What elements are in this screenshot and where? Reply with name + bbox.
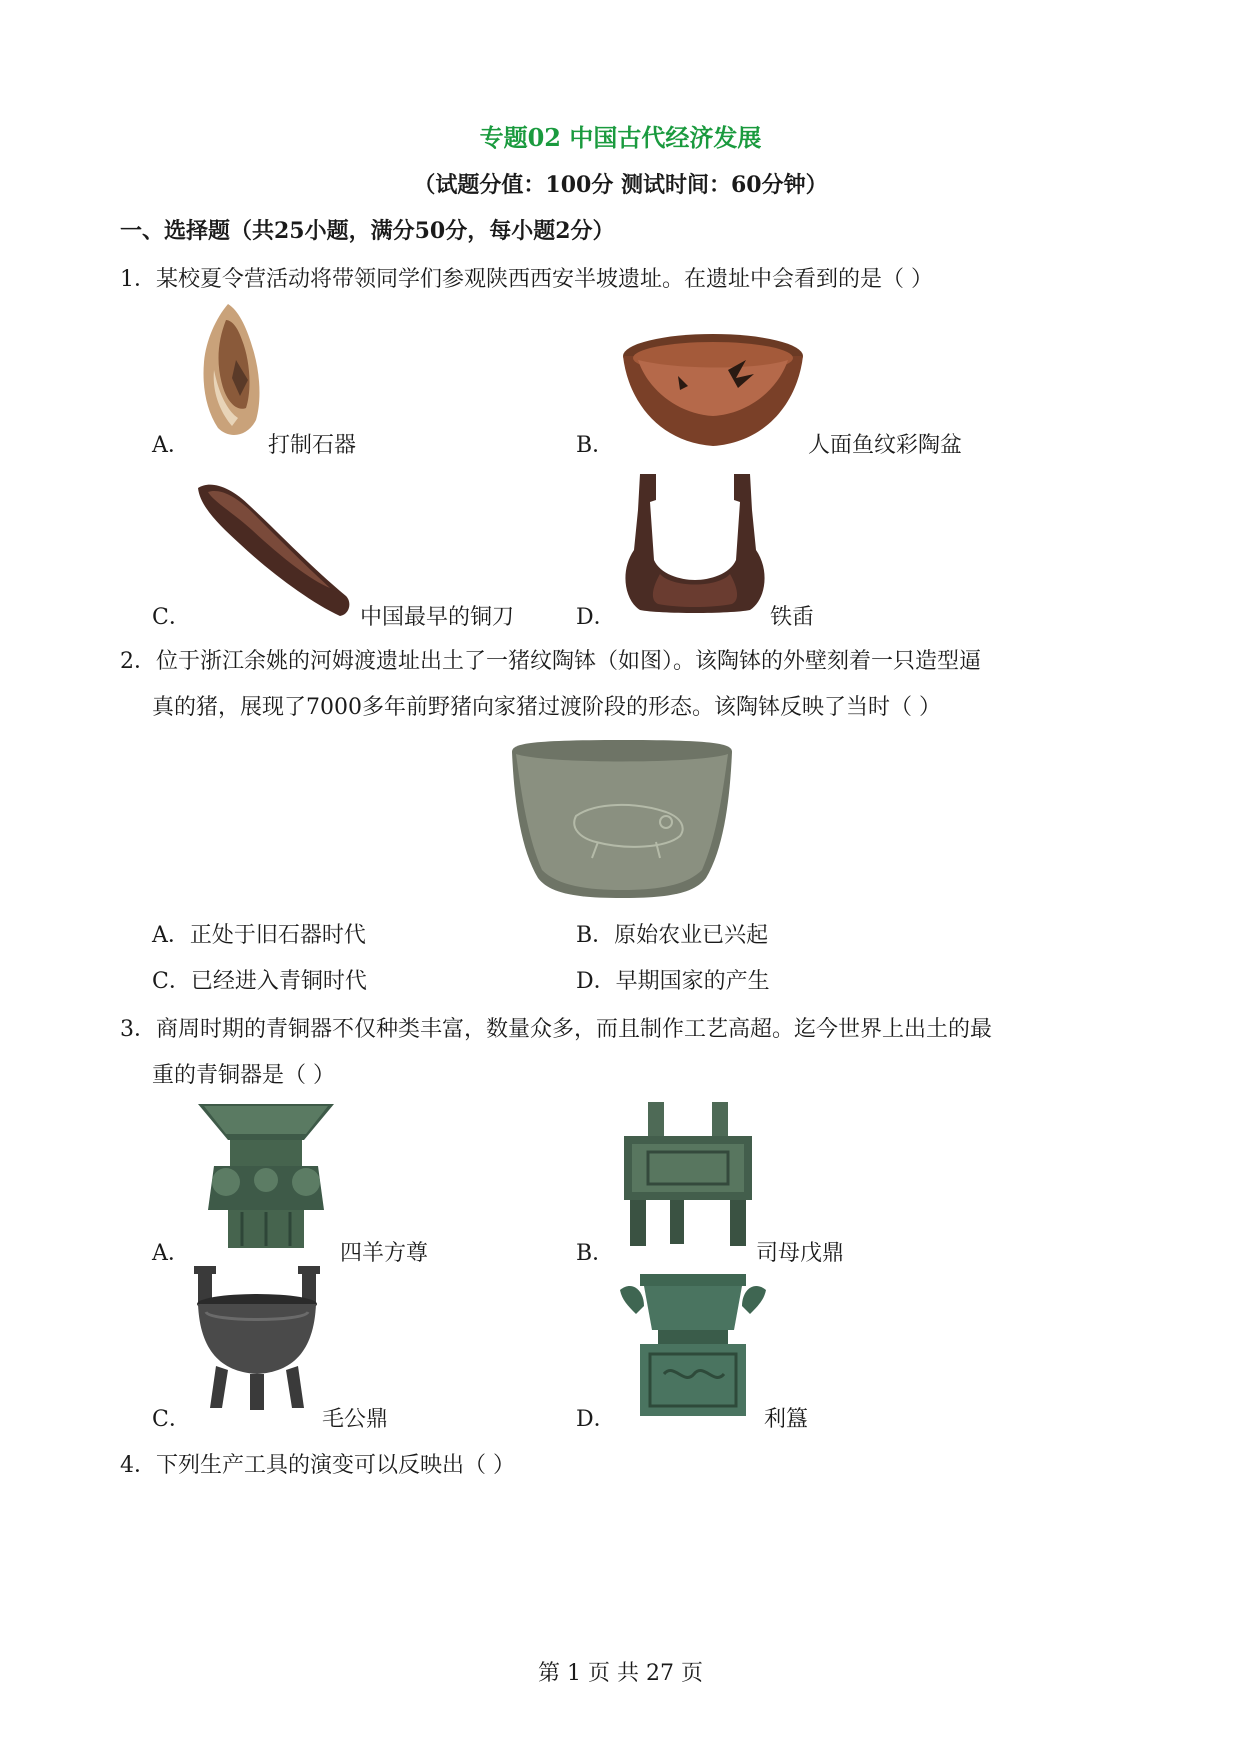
q1-option-d-letter: D． bbox=[576, 605, 616, 630]
q1-option-a-text: 打制石器 bbox=[268, 433, 357, 458]
q2-option-b bbox=[576, 918, 768, 949]
q3-option-b-text: 司母戊鼎 bbox=[756, 1241, 845, 1266]
chipped-stone-tool-image bbox=[196, 300, 266, 442]
q1-option-a-letter: A． bbox=[152, 433, 190, 458]
painted-pottery-basin-image bbox=[618, 330, 808, 452]
section-heading: 一、选择题（共25小题，满分50分，每小题2分） bbox=[120, 218, 615, 244]
q1-option-c-text: 中国最早的铜刀 bbox=[360, 605, 515, 630]
q2-option-d-letter: D． bbox=[576, 969, 616, 994]
pig-pattern-pottery-bowl-image bbox=[506, 738, 738, 900]
question-4-stem: 4．下列生产工具的演变可以反映出（ ） bbox=[120, 1453, 515, 1478]
document-title: 专题02 中国古代经济发展 bbox=[479, 123, 762, 152]
document-subtitle: （试题分值：100分 测试时间：60分钟） bbox=[413, 172, 828, 198]
bronze-knife-image bbox=[190, 476, 362, 622]
q3-option-b-letter: B． bbox=[576, 1241, 615, 1266]
q3-option-c-text: 毛公鼎 bbox=[322, 1407, 389, 1432]
q1-option-c-letter: C． bbox=[152, 605, 191, 630]
q1-option-d-text: 铁臿 bbox=[770, 605, 815, 630]
q1-option-b-letter: B． bbox=[576, 433, 615, 458]
question-3-stem-line-1: 3．商周时期的青铜器不仅种类丰富，数量众多，而且制作工艺高超。迄今世界上出土的最 bbox=[120, 1017, 993, 1042]
q2-option-a-text: 正处于旧石器时代 bbox=[189, 923, 366, 948]
li-gui-image bbox=[618, 1270, 768, 1418]
q2-option-c-text: 已经进入青铜时代 bbox=[190, 969, 367, 994]
q3-option-a-letter: A． bbox=[152, 1241, 190, 1266]
q3-option-d-letter: D． bbox=[576, 1407, 616, 1432]
question-1-stem: 1．某校夏令营活动将带领同学们参观陕西西安半坡遗址。在遗址中会看到的是（ ） bbox=[120, 267, 933, 292]
q2-option-d-text: 早期国家的产生 bbox=[615, 969, 770, 994]
q2-option-b-letter: B． bbox=[576, 923, 615, 948]
q2-option-a-letter: A． bbox=[152, 923, 190, 948]
q3-option-c-letter: C． bbox=[152, 1407, 191, 1432]
q2-option-d bbox=[576, 964, 770, 995]
page-number-footer: 第 1 页 共 27 页 bbox=[538, 1661, 703, 1686]
q2-option-a bbox=[152, 918, 366, 949]
question-2-stem-line-2: 真的猪，展现了7000多年前野猪向家猪过渡阶段的形态。该陶钵反映了当时（ ） bbox=[152, 695, 941, 720]
four-ram-square-zun-image bbox=[194, 1100, 338, 1250]
q3-option-a-text: 四羊方尊 bbox=[340, 1241, 429, 1266]
q2-option-c-letter: C． bbox=[152, 969, 191, 994]
iron-spade-image bbox=[620, 470, 770, 616]
q2-option-c bbox=[152, 964, 367, 995]
maogong-ding-image bbox=[192, 1262, 322, 1412]
question-2-stem-line-1: 2．位于浙江余姚的河姆渡遗址出土了一猪纹陶钵（如图）。该陶钵的外壁刻着一只造型逼 bbox=[120, 649, 982, 674]
q3-option-d-text: 利簋 bbox=[764, 1407, 809, 1432]
simuwu-ding-image bbox=[618, 1098, 758, 1250]
q2-option-b-text: 原始农业已兴起 bbox=[614, 923, 769, 948]
question-3-stem-line-2: 重的青铜器是（ ） bbox=[152, 1063, 335, 1088]
q1-option-b-text: 人面鱼纹彩陶盆 bbox=[808, 433, 963, 458]
